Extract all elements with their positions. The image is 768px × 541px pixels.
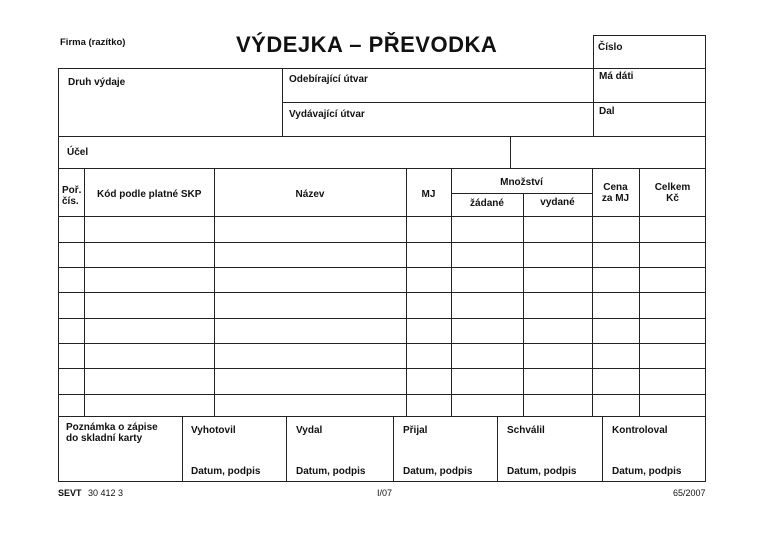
date-sign-label: Datum, podpis [403,466,473,477]
table-row[interactable] [59,268,705,292]
date-sign-label: Datum, podpis [296,466,366,477]
year-label: 65/2007 [673,488,706,498]
issue-type-label: Druh výdaje [68,77,126,88]
issuing-unit-label: Vydávající útvar [289,109,365,120]
checked-by-label[interactable]: Kontroloval [612,425,668,436]
date-sign-label: Datum, podpis [612,466,682,477]
issued-by-label[interactable]: Vydal [296,425,323,436]
col-total: Celkem Kč [654,182,691,204]
note-label: Poznámka o zápise do skladní karty [66,422,158,444]
date-sign-label: Datum, podpis [191,466,261,477]
table-row[interactable] [59,319,705,343]
publisher-label: SEVT [58,488,82,498]
table-row[interactable] [59,243,705,267]
edition-label: I/07 [377,488,393,498]
debit-label: Má dáti [599,71,634,82]
col-unit-price: Cena za MJ [601,182,630,204]
date-sign-label: Datum, podpis [507,466,577,477]
col-issued: vydané [540,197,575,208]
info-section [58,68,706,169]
received-by-label[interactable]: Přijal [403,425,428,436]
approved-by-label[interactable]: Schválil [507,425,545,436]
col-row-no: Poř. čís. [62,185,82,207]
receiving-unit-label: Odebírající útvar [289,74,368,85]
table-row[interactable] [59,369,705,394]
col-unit: MJ [421,189,436,200]
prepared-by-label[interactable]: Vyhotovil [191,425,236,436]
col-requested: žádané [470,198,504,209]
table-row[interactable] [59,217,705,242]
stamp-label: Firma (razítko) [60,37,126,48]
col-quantity: Množství [500,177,543,188]
form-code: 30 412 3 [88,488,124,498]
number-label: Číslo [598,42,623,53]
table-row[interactable] [59,293,705,318]
table-row[interactable] [59,344,705,368]
col-skp-code: Kód podle platné SKP [97,189,202,200]
col-name: Název [295,189,325,200]
form-title: VÝDEJKA – PŘEVODKA [236,32,498,57]
credit-label: Dal [599,106,615,117]
table-row[interactable] [59,395,705,416]
purpose-label: Účel [67,147,89,158]
